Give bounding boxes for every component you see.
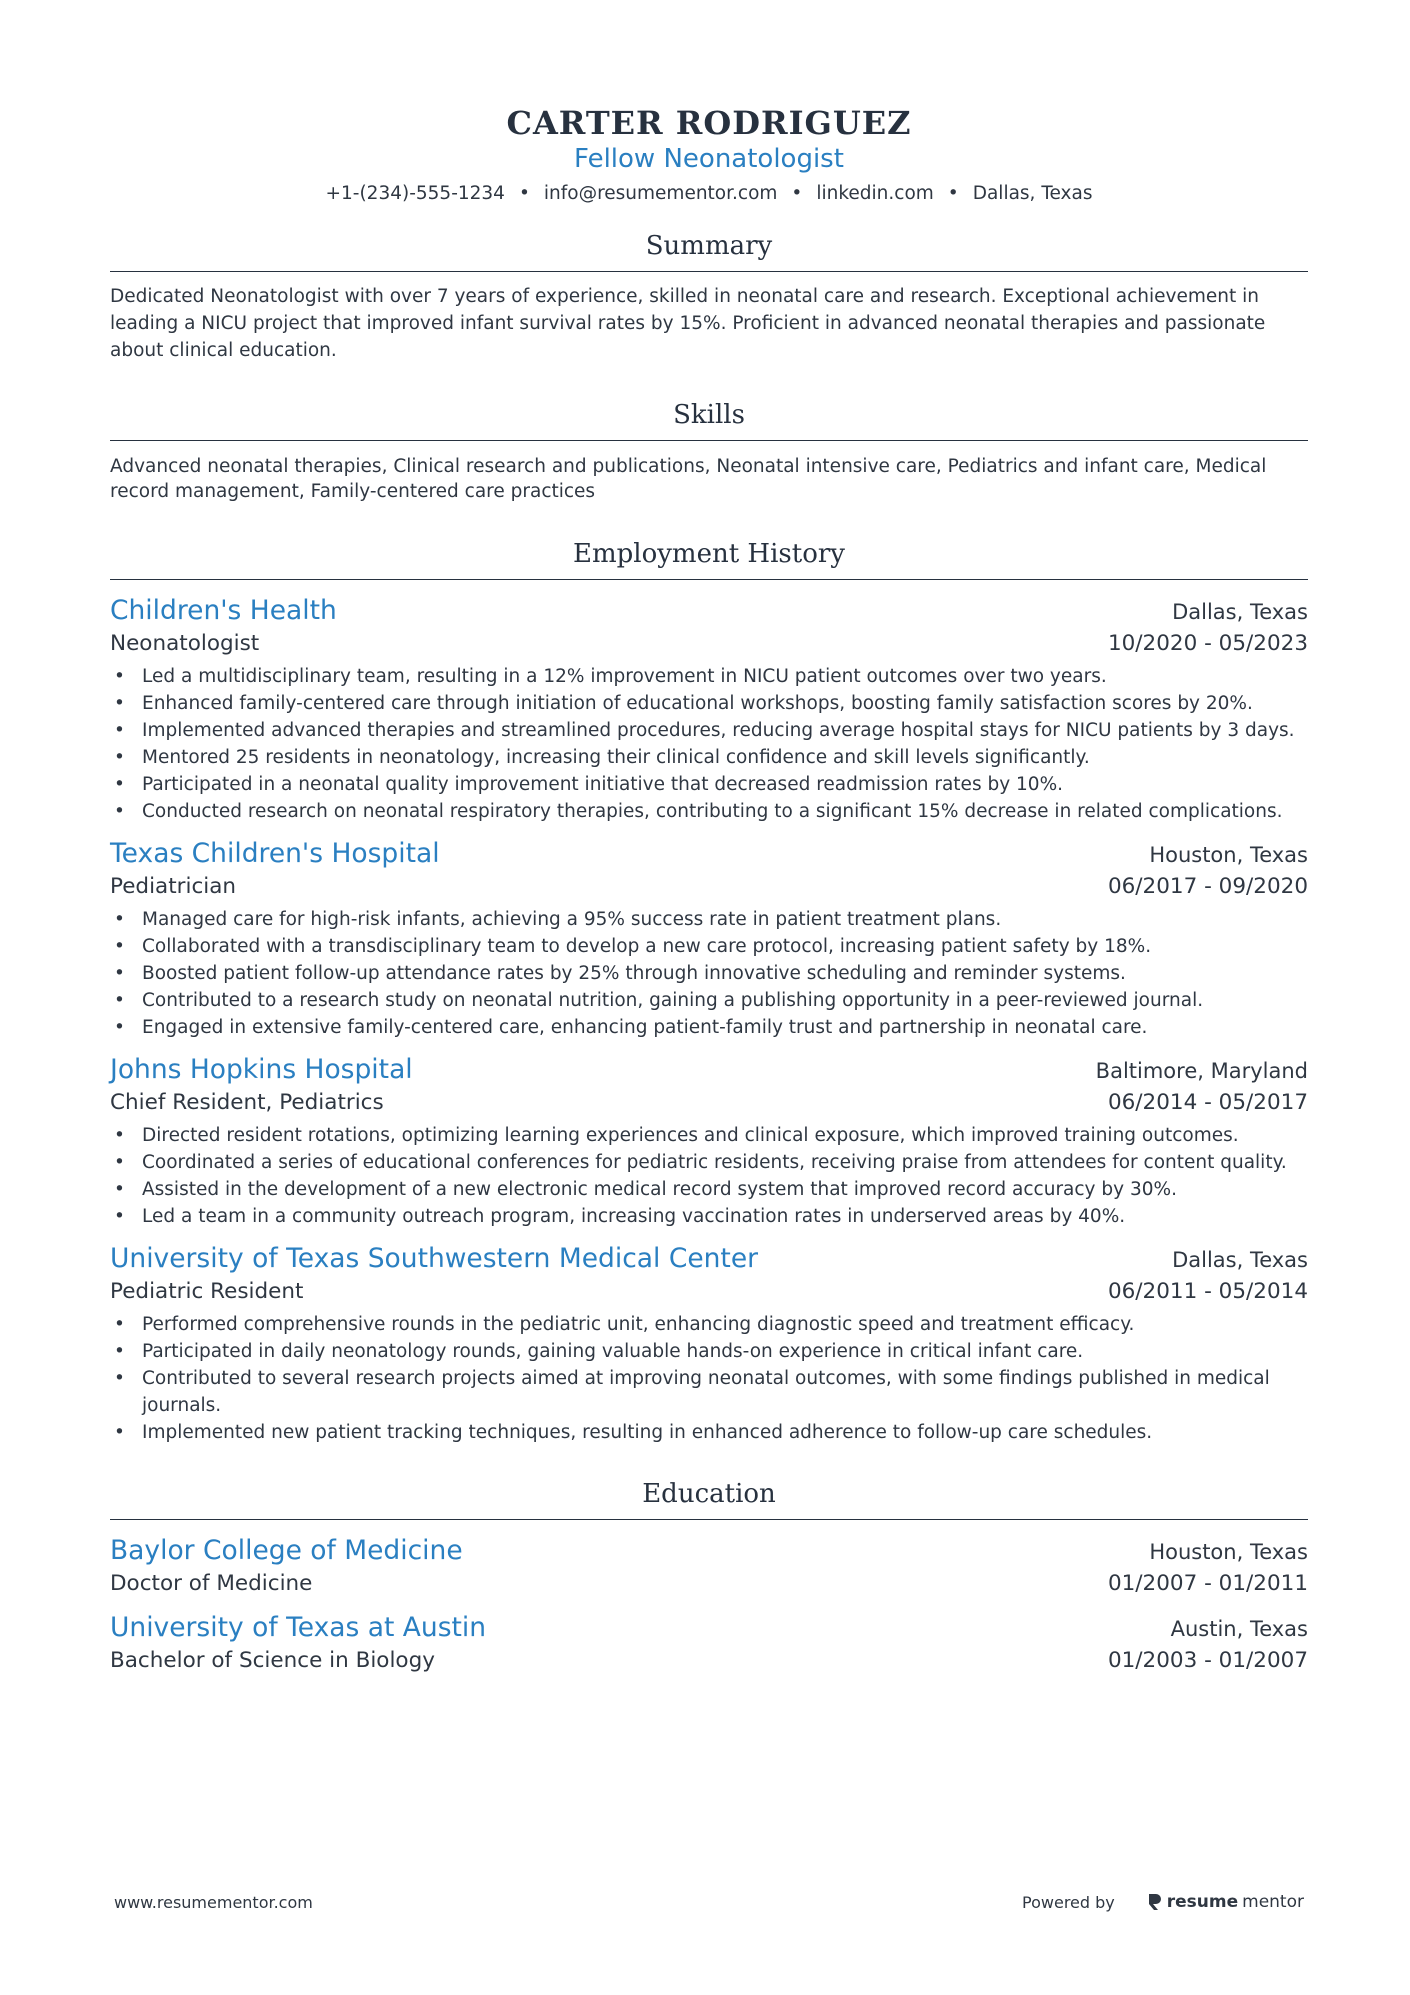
job-dates: 06/2011 - 05/2014: [1107, 1279, 1308, 1304]
job-header-row: [110, 837, 1308, 871]
resumementor-logo-icon: [1147, 1893, 1163, 1911]
summary-heading: Summary: [110, 229, 1308, 272]
edu-header-row: [110, 1611, 1308, 1645]
edu-degree-row: [110, 1645, 1308, 1676]
job-bullet: • Assisted in the development of a new electronic medical record system that improved record accuracy by 30%.: [110, 1176, 1308, 1203]
brand-name-part1: resume: [1166, 1892, 1239, 1912]
contact-email: info@resumementor.com: [543, 183, 778, 204]
separator-dot: •: [947, 183, 959, 204]
job-role-row: [110, 628, 1308, 659]
job-location: Baltimore, Maryland: [1095, 1059, 1308, 1083]
edu-school: University of Texas at Austin: [110, 1612, 487, 1643]
edu-degree: Doctor of Medicine: [110, 1571, 313, 1596]
job-company: Children's Health: [110, 595, 337, 626]
job-bullet: • Implemented advanced therapies and streamlined procedures, reducing average hospital stays for NICU patients by 3 days.: [110, 717, 1308, 744]
job-header-row: [110, 594, 1308, 628]
employment-section: [110, 537, 1308, 1446]
job-role: Neonatologist: [110, 631, 260, 656]
page-footer: [114, 1892, 1304, 1912]
job-bullet: • Contributed to a research study on neonatal nutrition, gaining a publishing opportunity in a peer-reviewed journal.: [110, 987, 1308, 1014]
contact-phone: +1-(234)-555-1234: [325, 183, 505, 204]
job-location: Houston, Texas: [1149, 843, 1308, 867]
skills-heading: Skills: [110, 398, 1308, 441]
job-company: Texas Children's Hospital: [110, 838, 440, 869]
job-dates: 10/2020 - 05/2023: [1107, 631, 1308, 656]
job-company: Johns Hopkins Hospital: [110, 1054, 413, 1085]
job-role: Pediatric Resident: [110, 1279, 304, 1304]
separator-dot: •: [791, 183, 803, 204]
job-bullets: [110, 1122, 1308, 1230]
job-bullet: • Led a multidisciplinary team, resulting in a 12% improvement in NICU patient outcomes over two years.: [110, 663, 1308, 690]
job-bullet: • Participated in a neonatal quality improvement initiative that decreased readmission rates by 10%.: [110, 771, 1308, 798]
job-entry: [110, 837, 1308, 1041]
education-entry: [110, 1534, 1308, 1599]
separator-dot: •: [518, 183, 530, 204]
powered-by-label: Powered by: [1022, 1892, 1115, 1912]
job-role-row: [110, 1276, 1308, 1307]
job-bullet: • Directed resident rotations, optimizing learning experiences and clinical exposure, which improved training outcomes.: [110, 1122, 1308, 1149]
edu-school: Baylor College of Medicine: [110, 1535, 463, 1566]
job-company: University of Texas Southwestern Medical Center: [110, 1243, 759, 1274]
edu-dates: 01/2003 - 01/2007: [1107, 1648, 1308, 1673]
job-dates: 06/2014 - 05/2017: [1107, 1090, 1308, 1115]
job-entry: [110, 1053, 1308, 1230]
job-role: Chief Resident, Pediatrics: [110, 1090, 384, 1115]
job-entry: [110, 1242, 1308, 1446]
job-bullet: • Enhanced family-centered care through initiation of educational workshops, boosting family satisfaction scores by 20%.: [110, 690, 1308, 717]
job-list: [110, 594, 1308, 1446]
resume-page: [110, 0, 1308, 1676]
powered-by: [1022, 1892, 1304, 1912]
education-list: [110, 1534, 1308, 1676]
job-bullet: • Boosted patient follow-up attendance rates by 25% through innovative scheduling and reminder systems.: [110, 960, 1308, 987]
edu-dates: 01/2007 - 01/2011: [1107, 1571, 1308, 1596]
job-location: Dallas, Texas: [1172, 600, 1308, 624]
skills-text: Advanced neonatal therapies, Clinical research and publications, Neonatal intensive care, Pediatrics and infant care, Medical record management, Family-centered care practices: [110, 456, 1267, 502]
job-bullet: • Engaged in extensive family-centered care, enhancing patient-family trust and partnership in neonatal care.: [110, 1014, 1308, 1041]
resume-header: [110, 0, 1308, 207]
job-header-row: [110, 1242, 1308, 1276]
job-bullets: [110, 663, 1308, 825]
education-heading: Education: [110, 1477, 1308, 1520]
job-bullet: • Contributed to several research projects aimed at improving neonatal outcomes, with some findings published in medical journals.: [110, 1365, 1308, 1419]
contact-location: Dallas, Texas: [972, 183, 1093, 204]
brand-name-part2: mentor: [1242, 1892, 1304, 1912]
job-bullets: [110, 1311, 1308, 1446]
brand-logo: [1147, 1892, 1304, 1912]
edu-location: Austin, Texas: [1170, 1617, 1308, 1641]
footer-website: www.resumementor.com: [114, 1892, 313, 1912]
job-bullet: • Participated in daily neonatology rounds, gaining valuable hands-on experience in critical infant care.: [110, 1338, 1308, 1365]
candidate-title: Fellow Neonatologist: [574, 144, 844, 174]
job-dates: 06/2017 - 09/2020: [1107, 874, 1308, 899]
skills-section: [110, 398, 1308, 504]
job-bullet: • Managed care for high-risk infants, achieving a 95% success rate in patient treatment plans.: [110, 906, 1308, 933]
edu-degree: Bachelor of Science in Biology: [110, 1648, 435, 1673]
job-bullet: • Coordinated a series of educational conferences for pediatric residents, receiving praise from attendees for content quality.: [110, 1149, 1308, 1176]
summary-text: Dedicated Neonatologist with over 7 years of experience, skilled in neonatal care and research. Exceptional achievement in leading a NICU project that improved infant survival rates by 15%. Proficient in advanced neonatal therapies and passionate about clinical education.: [110, 286, 1266, 361]
job-role-row: [110, 871, 1308, 902]
candidate-name: CARTER RODRIGUEZ: [506, 104, 912, 142]
summary-section: [110, 229, 1308, 364]
job-entry: [110, 594, 1308, 825]
edu-header-row: [110, 1534, 1308, 1568]
job-location: Dallas, Texas: [1172, 1248, 1308, 1272]
employment-heading: Employment History: [110, 537, 1308, 580]
job-bullet: • Implemented new patient tracking techniques, resulting in enhanced adherence to follow-up care schedules.: [110, 1419, 1308, 1446]
job-role-row: [110, 1087, 1308, 1118]
job-bullets: [110, 906, 1308, 1041]
job-bullet: • Conducted research on neonatal respiratory therapies, contributing to a significant 15% decrease in related complications.: [110, 798, 1308, 825]
job-header-row: [110, 1053, 1308, 1087]
education-section: [110, 1477, 1308, 1676]
education-entry: [110, 1611, 1308, 1676]
job-bullet: • Performed comprehensive rounds in the pediatric unit, enhancing diagnostic speed and treatment efficacy.: [110, 1311, 1308, 1338]
contact-line: [110, 181, 1308, 207]
job-role: Pediatrician: [110, 874, 237, 899]
edu-location: Houston, Texas: [1149, 1540, 1308, 1564]
contact-linkedin: linkedin.com: [816, 183, 934, 204]
job-bullet: • Led a team in a community outreach program, increasing vaccination rates in underserved areas by 40%.: [110, 1203, 1308, 1230]
edu-degree-row: [110, 1568, 1308, 1599]
job-bullet: • Collaborated with a transdisciplinary team to develop a new care protocol, increasing patient safety by 18%.: [110, 933, 1308, 960]
job-bullet: • Mentored 25 residents in neonatology, increasing their clinical confidence and skill levels significantly.: [110, 744, 1308, 771]
